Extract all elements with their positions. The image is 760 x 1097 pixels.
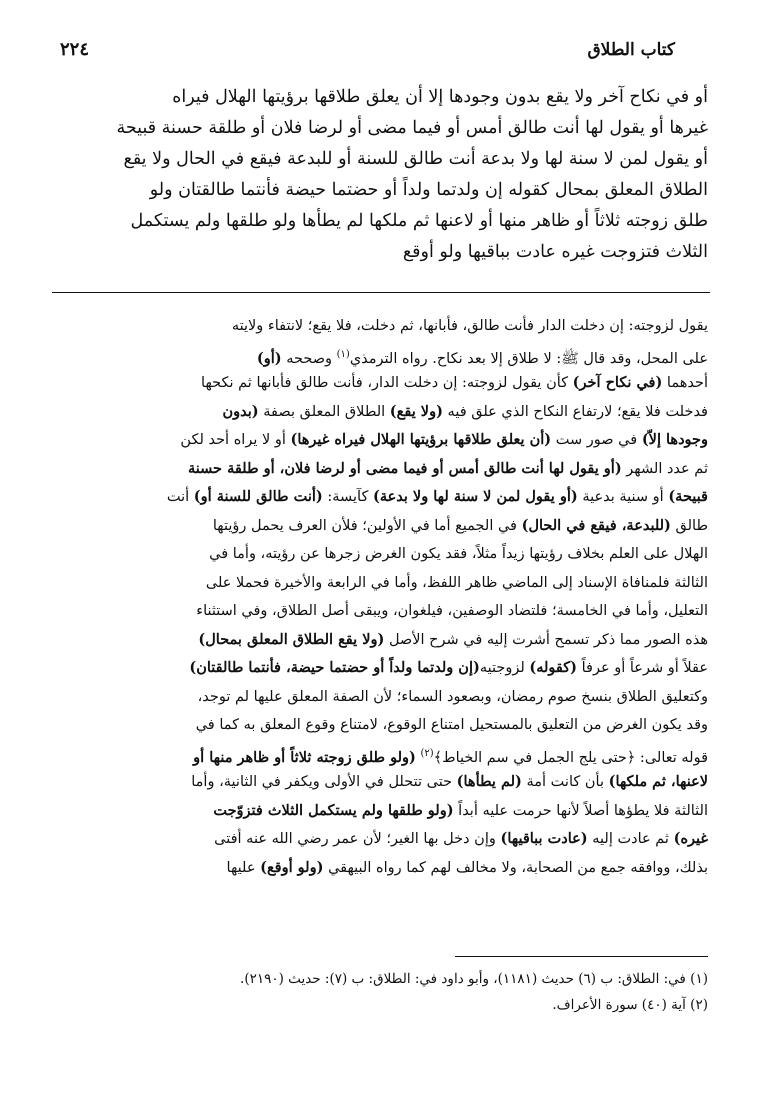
commentary-segment: الثالثة فلا يطؤها أصلاً لأنها حرمت عليه أبداً <box>453 802 708 819</box>
footnote-marker[interactable]: (١) <box>336 348 350 360</box>
commentary-segment: كآيسة: <box>322 489 373 505</box>
commentary-line <box>52 711 708 740</box>
main-text-line: الطلاق المعلق بمحال كقوله إن ولدتما ولداً أو حضتما حيضة فأنتما طالقتان ولو <box>149 180 708 200</box>
commentary-line <box>52 312 708 341</box>
footnote-divider <box>455 956 708 957</box>
quoted-main-text: (ولو أوقع) <box>260 858 324 876</box>
commentary-segment: وكتعليق الطلاق بنسخ صوم رمضان، وبصعود السماء؛ لأن الصفة المعلق عليها لم توجد، <box>197 688 708 705</box>
commentary-line <box>52 683 708 712</box>
commentary-line <box>52 626 708 655</box>
quoted-main-text: (أو) <box>256 349 282 367</box>
commentary-segment: التعليل، وأما في الخامسة؛ فلتضاد الوصفين، فيلغوان، ويبقى أصل الطلاق، وفي استثناء <box>196 603 708 619</box>
quoted-main-text: (كقوله) <box>529 659 578 676</box>
commentary-segment: بأن كانت أمة <box>521 774 609 790</box>
commentary-line <box>52 854 708 883</box>
main-text-line: طلق زوجته ثلاثاً أو ظاهر منها أو لاعنها ثم ملكها لم يطأها ولو طلقها ولم يستكمل <box>130 211 708 231</box>
commentary-segment: أو لا يراه أحد لكن <box>180 432 291 448</box>
main-text-line: الثلاث فتزوجت غيره عادت بباقيها ولو أوقع <box>402 242 708 262</box>
quoted-main-text: (أنت طالق للسنة أو) <box>193 488 323 505</box>
commentary-line <box>52 768 708 797</box>
commentary-line <box>52 654 708 683</box>
commentary-segment: وإن دخل بها الغير؛ لأن عمر رضي الله عنه أفتى <box>214 831 501 847</box>
commentary-segment: عقلاً أو شرعاً أو عرفاً <box>577 660 708 676</box>
commentary-segment: ثم عدد الشهر <box>621 460 708 477</box>
commentary-segment: وصححه <box>281 350 337 367</box>
commentary-line <box>52 455 708 484</box>
quoted-main-text: (لم يطأها) <box>456 773 522 790</box>
main-text <box>52 82 708 268</box>
commentary-segment: في صور ست <box>551 432 642 448</box>
commentary-line <box>52 369 708 398</box>
main-text-line: غيرها أو يقول لها أنت طالق أمس أو فيما مضى أو لرضا فلان أو طلقة حسنة قبيحة <box>116 118 708 138</box>
quoted-main-text: (ولو طلق زوجته ثلاثاً أو ظاهر منها أو <box>193 748 416 766</box>
footnote: (٢) آية (٤٠) سورة الأعراف. <box>552 997 708 1013</box>
commentary-text <box>52 312 708 882</box>
commentary-segment: ثم عادت إليه <box>587 831 674 847</box>
commentary-segment: يقول لزوجته: إن دخلت الدار فأنت طالق، فأبانها، ثم دخلت، فلا يقع؛ لانتفاء ولايته <box>231 318 708 334</box>
commentary-line <box>52 426 708 455</box>
commentary-segment: أنت <box>166 489 194 505</box>
quoted-main-text: (عادت بباقيها) <box>500 830 588 847</box>
commentary-segment: طالق <box>670 517 708 534</box>
quoted-main-text: لاعنها، ثم ملكها) <box>608 773 708 790</box>
quoted-main-text: (بدون <box>222 402 259 420</box>
quoted-main-text: قبيحة) <box>668 488 708 505</box>
commentary-line <box>52 825 708 854</box>
quoted-main-text: (أو يقول لمن لا سنة لها ولا بدعة) <box>372 488 578 505</box>
commentary-segment: لزوجتيه <box>479 660 530 676</box>
commentary-segment: كأن يقول لزوجته: إن دخلت الدار، فأنت طالق فأبانها ثم نكحها <box>201 375 573 391</box>
quoted-main-text: (في نكاح آخر) <box>572 374 663 391</box>
commentary-segment: عليها <box>226 859 261 876</box>
commentary-line <box>52 341 708 370</box>
commentary-segment: فدخلت فلا يقع؛ لارتفاع النكاح الذي علق فيه <box>442 403 708 420</box>
quoted-main-text: (ولو طلقها ولم يستكمل الثلاث فتزوّجت <box>213 801 454 819</box>
commentary-segment: في الجميع أما في الأولين؛ فلأن العرف يحمل رؤيتها <box>212 517 522 534</box>
commentary-segment: هذه الصور مما ذكر تسمح أشرت إليه في شرح الأصل <box>384 631 708 648</box>
commentary-segment: حتى تتحلل في الأولى ويكفر في الثانية، وأما <box>191 774 457 790</box>
quoted-main-text: (ولا يقع الطلاق المعلق بمحال) <box>198 630 385 648</box>
quoted-main-text: وجودها إلاّ) <box>641 431 708 448</box>
commentary-segment: الهلال على العلم بخلاف رؤيتها زيداً مثلاً، فقد يكون الغرض زجرها عن رؤيته، وأما في <box>209 546 708 562</box>
commentary-line <box>52 512 708 541</box>
commentary-line <box>52 483 708 512</box>
commentary-line <box>52 540 708 569</box>
commentary-segment: على المحل، وقد قال ﷺ: لا طلاق إلا بعد نكاح. رواه الترمذي <box>349 350 708 367</box>
commentary-line <box>52 797 708 826</box>
commentary-segment: الطلاق المعلق بصفة <box>258 403 390 420</box>
quoted-main-text: (أو يقول لها أنت طالق أمس أو فيما مضى أو لرضا فلان، أو طلقة حسنة <box>187 459 622 477</box>
commentary-line <box>52 569 708 598</box>
main-text-line: أو يقول لمن لا سنة لها ولا بدعة أنت طالق للسنة أو للبدعة فيقع في الحال ولا يقع <box>123 149 708 169</box>
page-number: ٢٢٤ <box>60 39 90 60</box>
quoted-main-text: (أن يعلق طلاقها برؤيتها الهلال فيراه غيرها) <box>290 431 552 448</box>
commentary-segment: وقد يكون الغرض من التعليق بالمستحيل امتناع الوقوع، لامتناع وقوع المعلق به كما في <box>195 717 708 733</box>
footnote-marker[interactable]: (٢) <box>420 747 434 759</box>
footnotes <box>52 966 708 1018</box>
main-text-divider <box>52 292 710 293</box>
commentary-segment: أحدهما <box>662 375 708 391</box>
main-text-line: أو في نكاح آخر ولا يقع بدون وجودها إلا أن يعلق طلاقها برؤيتها الهلال فيراه <box>172 87 708 107</box>
footnote: (١) في: الطلاق: ب (٦) حديث (١١٨١)، وأبو داود في: الطلاق: ب (٧): حديث (٢١٩٠). <box>240 971 708 987</box>
commentary-segment: أو سنية بدعية <box>577 489 669 505</box>
quoted-main-text: (للبدعة، فيقع في الحال) <box>521 516 671 534</box>
quoted-main-text: غيره) <box>673 830 708 847</box>
running-header-title: كتاب الطلاق <box>587 40 675 60</box>
commentary-line <box>52 398 708 427</box>
commentary-segment: الثالثة فلمنافاة الإسناد إلى الماضي ظاهر اللفظ، وأما في الرابعة والأخيرة فحملا على <box>205 574 708 591</box>
commentary-line <box>52 740 708 769</box>
quoted-main-text: (ولا يقع) <box>389 402 443 420</box>
commentary-segment: قوله تعالى: ﴿حتى يلج الجمل في سم الخياط﴾ <box>433 749 708 766</box>
commentary-segment: بذلك، ووافقه جمع من الصحابة، ولا مخالف لهم كما رواه البيهقي <box>323 859 708 876</box>
quoted-main-text: (إن ولدتما ولداً أو حضتما حيضة، فأنتما طالقتان) <box>189 659 480 676</box>
commentary-line <box>52 597 708 626</box>
